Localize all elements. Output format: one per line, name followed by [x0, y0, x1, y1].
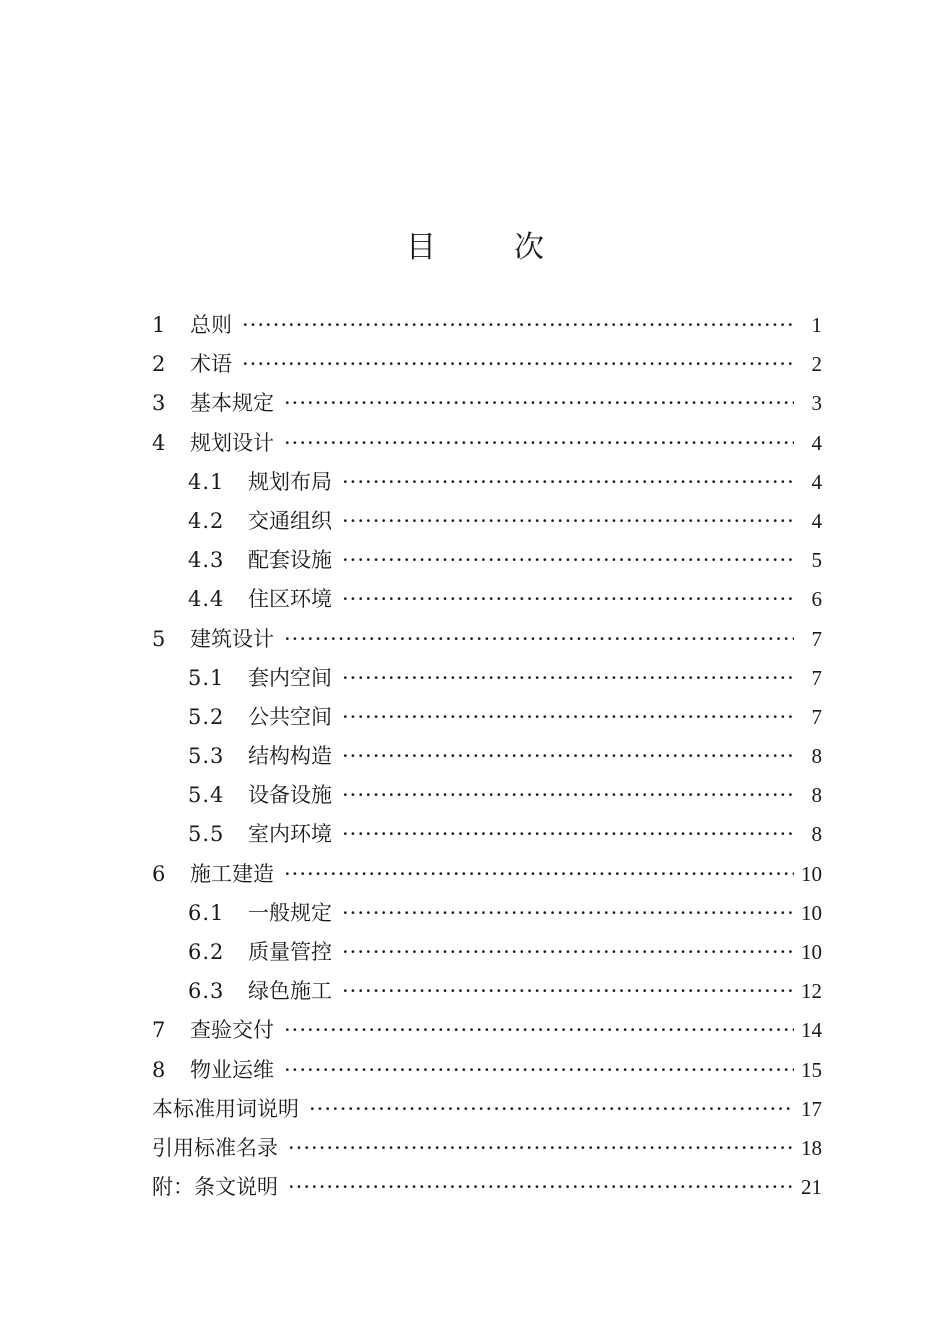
- toc-leader-dots: [242, 345, 794, 384]
- toc-entry-number: 4.4: [188, 587, 225, 612]
- toc-entry-18[interactable]: [152, 972, 822, 1011]
- toc-leader-dots: [342, 933, 794, 972]
- toc-entry-page: 8: [811, 822, 822, 847]
- toc-entry-8[interactable]: [152, 580, 822, 619]
- toc-entry-number: 5.4: [188, 783, 225, 808]
- toc-entry-title: 公共空间: [248, 704, 332, 729]
- toc-entry-page: 8: [811, 783, 822, 808]
- toc-leader-dots: [342, 463, 794, 502]
- toc-entry-number: 4: [152, 430, 166, 455]
- toc-entry-number: 4.2: [188, 508, 225, 533]
- toc-entry-title: 施工建造: [190, 861, 274, 886]
- toc-entry-15[interactable]: [152, 855, 822, 894]
- toc-entry-title: 住区环境: [248, 587, 332, 612]
- toc-entry-14[interactable]: [152, 815, 822, 854]
- toc-entry-12[interactable]: [152, 737, 822, 776]
- toc-leader-dots: [342, 815, 794, 854]
- toc-entry-page: 2: [811, 352, 822, 377]
- toc-leader-dots: [284, 1011, 794, 1050]
- toc-leader-dots: [242, 306, 794, 345]
- toc-entry-title: 一般规定: [248, 900, 332, 925]
- toc-entry-page: 8: [811, 744, 822, 769]
- toc-entry-number: 5.3: [188, 744, 225, 769]
- toc-entry-10[interactable]: [152, 659, 822, 698]
- toc-entry-title: 本标准用词说明: [152, 1096, 299, 1121]
- toc-leader-dots: [342, 737, 794, 776]
- toc-entry-title: 结构构造: [248, 744, 332, 769]
- toc-entry-page: 7: [811, 626, 822, 651]
- toc-leader-dots: [284, 424, 794, 463]
- toc-leader-dots: [342, 580, 794, 619]
- toc-entry-page: 4: [811, 508, 822, 533]
- toc-entry-2[interactable]: [152, 345, 822, 384]
- toc-entry-17[interactable]: [152, 933, 822, 972]
- toc-entry-13[interactable]: [152, 776, 822, 815]
- toc-leader-dots: [284, 384, 794, 423]
- toc-entry-23[interactable]: [152, 1168, 822, 1207]
- toc-entry-3[interactable]: [152, 384, 822, 423]
- toc-entry-title: 交通组织: [248, 508, 332, 533]
- toc-entry-7[interactable]: [152, 541, 822, 580]
- toc-entry-number: 4.3: [188, 548, 225, 573]
- toc-entry-number: 2: [152, 352, 166, 377]
- toc-entry-9[interactable]: [152, 620, 822, 659]
- toc-entry-page: 17: [801, 1096, 822, 1121]
- toc-entry-title: 基本规定: [190, 391, 274, 416]
- title-part-2: 次: [514, 230, 544, 265]
- toc-leader-dots: [284, 855, 794, 894]
- toc-leader-dots: [284, 620, 794, 659]
- toc-entry-page: 7: [811, 665, 822, 690]
- toc-entry-page: 4: [811, 430, 822, 455]
- toc-entry-page: 1: [811, 313, 822, 337]
- toc-entry-title: 引用标准名录: [152, 1135, 278, 1160]
- toc-leader-dots: [288, 1168, 794, 1207]
- toc-entry-title: 物业运维: [190, 1057, 274, 1082]
- toc-entry-page: 15: [801, 1057, 822, 1082]
- toc-entry-19[interactable]: [152, 1011, 822, 1050]
- toc-entry-20[interactable]: [152, 1051, 822, 1090]
- toc-entry-6[interactable]: [152, 502, 822, 541]
- toc-leader-dots: [342, 502, 794, 541]
- toc-leader-dots: [284, 1051, 794, 1090]
- toc-entry-number: 6.2: [188, 940, 225, 964]
- toc-entry-page: 18: [801, 1135, 822, 1160]
- toc-entry-22[interactable]: [152, 1129, 822, 1168]
- toc-entry-page: 10: [801, 940, 822, 964]
- toc-entry-page: 4: [811, 469, 822, 494]
- toc-entry-page: 10: [801, 900, 822, 925]
- toc-entry-number: 4.1: [188, 469, 225, 494]
- toc-entry-21[interactable]: [152, 1090, 822, 1129]
- toc-entry-5[interactable]: [152, 463, 822, 502]
- toc-leader-dots: [342, 776, 794, 815]
- toc-entry-number: 8: [152, 1057, 166, 1082]
- toc-entry-11[interactable]: [152, 698, 822, 737]
- toc-entry-number: 3: [152, 391, 166, 416]
- toc-entry-title: 室内环境: [248, 822, 332, 847]
- toc-entry-number: 6.1: [188, 900, 225, 925]
- toc-entry-title: 规划布局: [248, 469, 332, 494]
- toc-entry-page: 21: [801, 1175, 822, 1200]
- toc-entry-page: 7: [811, 704, 822, 729]
- toc-leader-dots: [342, 894, 794, 933]
- toc-leader-dots: [342, 541, 794, 580]
- toc-entry-title: 总则: [190, 313, 232, 337]
- toc-leader-dots: [309, 1090, 794, 1129]
- toc-entry-page: 5: [811, 548, 822, 573]
- toc-leader-dots: [342, 659, 794, 698]
- toc-entry-4[interactable]: [152, 424, 822, 463]
- title-part-1: 目: [406, 230, 436, 265]
- toc-entry-16[interactable]: [152, 894, 822, 933]
- page-title: [0, 222, 950, 266]
- toc-entry-number: 5.5: [188, 822, 225, 847]
- toc-entry-title: 建筑设计: [190, 626, 274, 651]
- toc-entry-number: 7: [152, 1018, 166, 1043]
- toc-entry-title: 绿色施工: [248, 979, 332, 1004]
- toc-entry-number: 5.2: [188, 704, 225, 729]
- toc-entry-page: 12: [801, 979, 822, 1004]
- toc-leader-dots: [342, 972, 794, 1011]
- table-of-contents: [152, 306, 822, 1207]
- toc-entry-number: 5: [152, 626, 166, 651]
- toc-entry-page: 14: [801, 1018, 822, 1043]
- toc-entry-page: 10: [801, 861, 822, 886]
- toc-entry-title: 查验交付: [190, 1018, 274, 1043]
- toc-leader-dots: [288, 1129, 794, 1168]
- toc-entry-number: 1: [152, 313, 166, 337]
- toc-entry-page: 3: [811, 391, 822, 416]
- toc-entry-title: 术语: [190, 352, 232, 377]
- toc-entry-title: 套内空间: [248, 665, 332, 690]
- toc-entry-1[interactable]: [152, 306, 822, 345]
- toc-entry-title: 配套设施: [248, 548, 332, 573]
- toc-entry-title: 附：条文说明: [152, 1175, 278, 1200]
- toc-entry-title: 质量管控: [248, 940, 332, 964]
- toc-entry-title: 规划设计: [190, 430, 274, 455]
- toc-entry-number: 5.1: [188, 665, 225, 690]
- toc-entry-number: 6: [152, 861, 166, 886]
- toc-entry-number: 6.3: [188, 979, 225, 1004]
- toc-entry-title: 设备设施: [248, 783, 332, 808]
- toc-leader-dots: [342, 698, 794, 737]
- toc-entry-page: 6: [811, 587, 822, 612]
